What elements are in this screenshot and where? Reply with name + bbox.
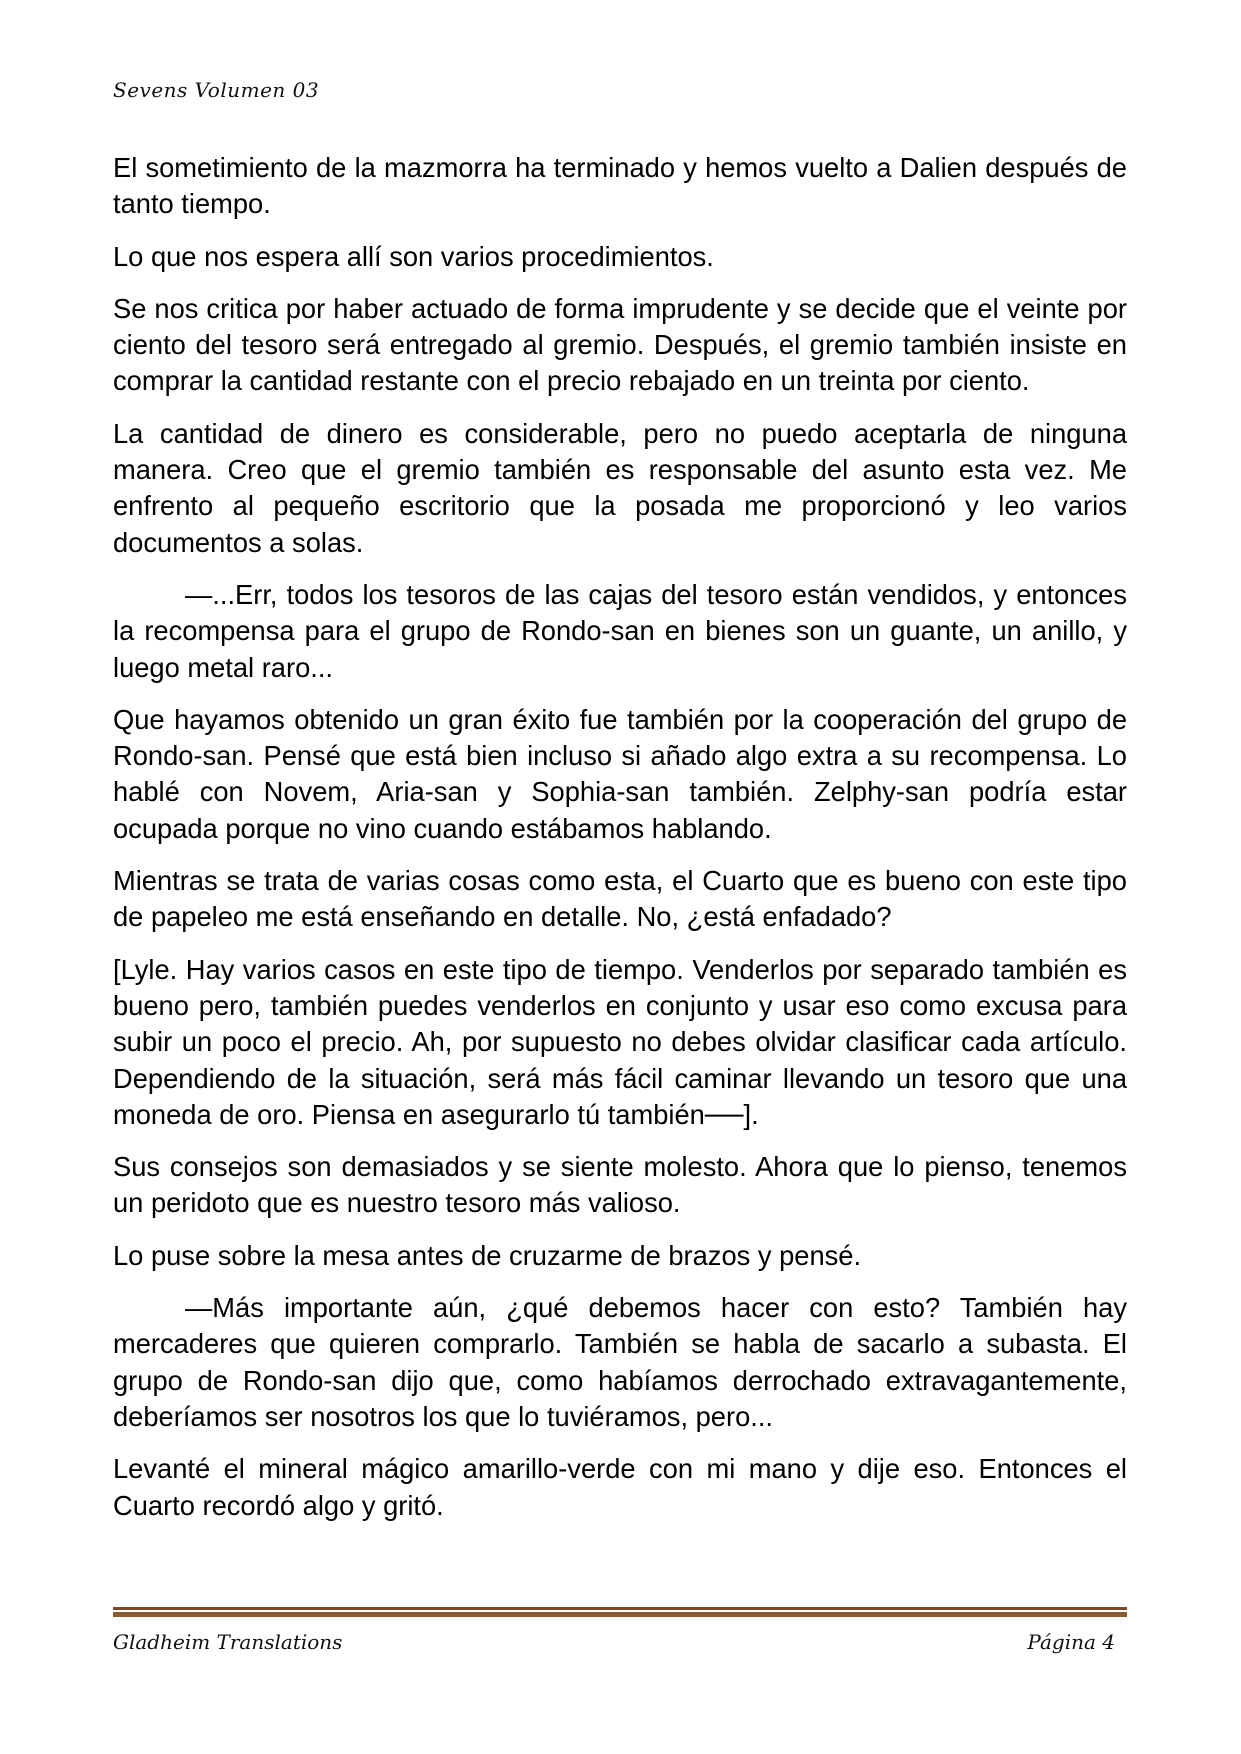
footer-rule-thick [113, 1612, 1127, 1617]
page-number: Página 4 [1027, 1630, 1115, 1654]
paragraph: La cantidad de dinero es considerable, pero no puedo aceptarla de ninguna manera. Creo que el gremio también es responsable del asunto esta vez. Me enfrento al pequeño escritorio que la posada me proporcionó y leo varios documentos a solas. [113, 417, 1127, 558]
dialogue-paragraph: —...Err, todos los tesoros de las cajas del tesoro están vendidos, y entonces la recompensa para el grupo de Rondo-san en bienes son un guante, un anillo, y luego metal raro... [113, 578, 1127, 683]
footer-publisher: Gladheim Translations [113, 1630, 343, 1654]
paragraph: Lo que nos espera allí son varios procedimientos. [113, 240, 714, 272]
paragraph: Mientras se trata de varias cosas como esta, el Cuarto que es bueno con este tipo de papeleo me está enseñando en detalle. No, ¿está enfadado? [113, 865, 1127, 933]
paragraph: Que hayamos obtenido un gran éxito fue también por la cooperación del grupo de Rondo-san. Pensé que está bien incluso si añado algo extra a su recompensa. Lo hablé con Novem, Aria-san y Sophia-san también. Zelphy-san podría estar ocupada porque no vino cuando estábamos hablando. [113, 703, 1127, 844]
paragraph: El sometimiento de la mazmorra ha terminado y hemos vuelto a Dalien después de tanto tiempo. [113, 152, 1127, 220]
footer-rule-thin [113, 1607, 1127, 1610]
paragraph: Lo puse sobre la mesa antes de cruzarme de brazos y pensé. [113, 1239, 862, 1271]
paragraph: [Lyle. Hay varios casos en este tipo de tiempo. Venderlos por separado también es bueno pero, también puedes venderlos en conjunto y usar eso como excusa para subir un poco el precio. Ah, por supuesto no debes olvidar clasificar cada artículo. Dependiendo de la situación, será más fácil caminar llevando un tesoro que una moneda de oro. Piensa en asegurarlo tú también──]. [113, 953, 1127, 1130]
body-text [113, 150, 1127, 1540]
dialogue-paragraph: —Más importante aún, ¿qué debemos hacer con esto? También hay mercaderes que quieren comprarlo. También se habla de sacarlo a subasta. El grupo de Rondo-san dijo que, como habíamos derrochado extravagantemente, deberíamos ser nosotros los que lo tuviéramos, pero... [113, 1292, 1127, 1432]
paragraph: Sus consejos son demasiados y se siente molesto. Ahora que lo pienso, tenemos un peridoto que es nuestro tesoro más valioso. [113, 1151, 1127, 1219]
running-header: Sevens Volumen 03 [113, 78, 320, 102]
paragraph: Levanté el mineral mágico amarillo-verde con mi mano y dije eso. Entonces el Cuarto recordó algo y gritó. [113, 1453, 1127, 1521]
paragraph: Se nos critica por haber actuado de forma imprudente y se decide que el veinte por ciento del tesoro será entregado al gremio. Después, el gremio también insiste en comprar la cantidad restante con el precio rebajado en un treinta por ciento. [113, 292, 1127, 397]
